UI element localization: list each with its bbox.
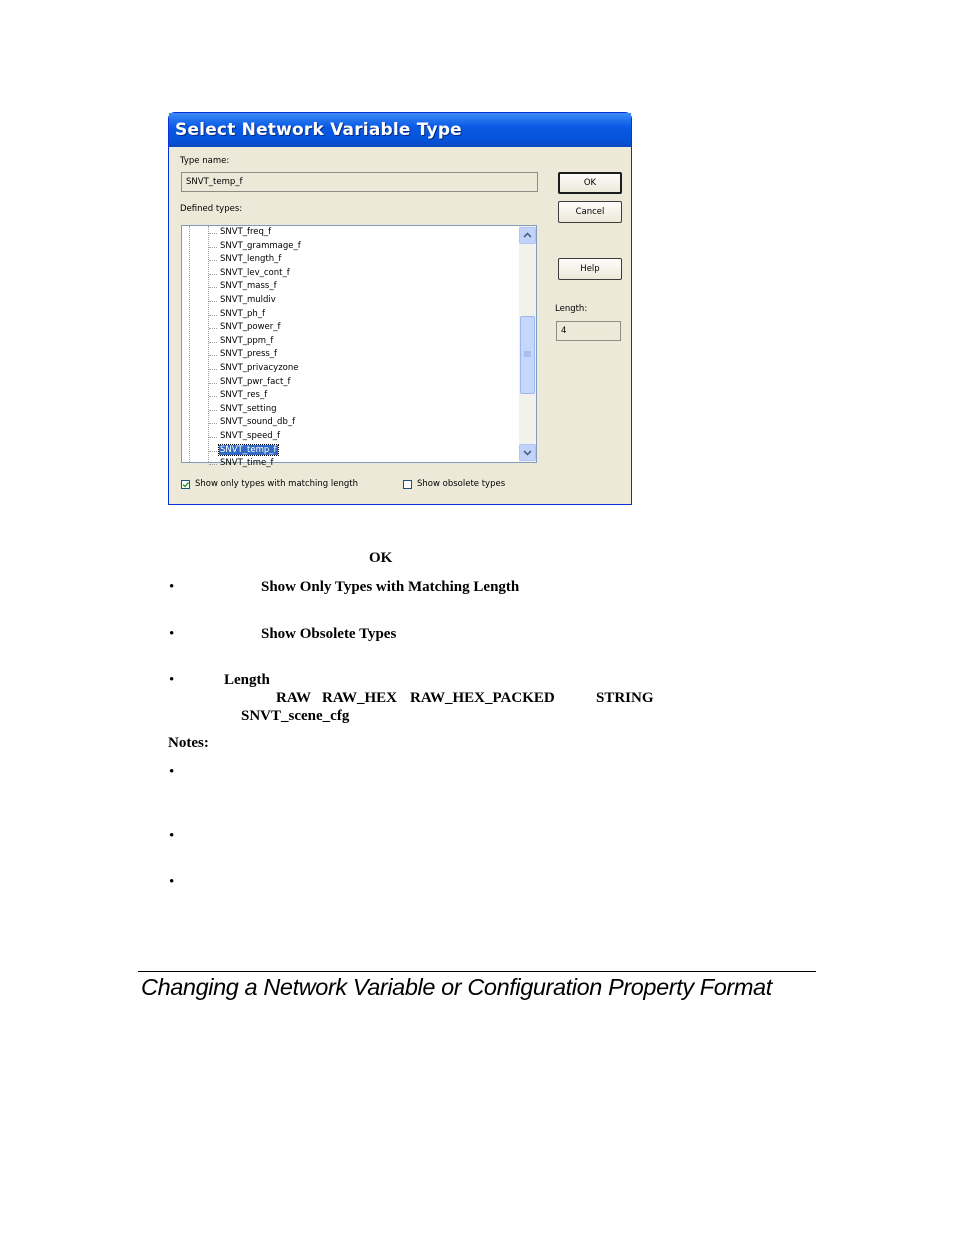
list-item-label: SNVT_length_f (220, 254, 282, 265)
help-button[interactable]: Help (558, 258, 622, 280)
defined-types-items (209, 226, 302, 471)
bullet: • (169, 579, 175, 595)
list-item-label: SNVT_privacyzone (220, 362, 299, 373)
list-item-label: SNVT_ph_f (220, 308, 266, 319)
chevron-up-icon (520, 228, 535, 243)
show-obsolete-label[interactable]: Show obsolete types (417, 479, 506, 489)
list-item-label: SNVT_time_f (220, 458, 274, 469)
list-item-label: SNVT_grammage_f (220, 240, 301, 251)
scroll-up-button[interactable] (519, 227, 536, 244)
defined-types-label: Defined types: (180, 204, 243, 214)
section-heading: Changing a Network Variable or Configuration Property Format (141, 974, 772, 1000)
list-item-label: SNVT_freq_f (220, 227, 272, 237)
list-item[interactable] (209, 389, 302, 403)
show-obsolete-checkbox[interactable] (403, 480, 412, 489)
list-item[interactable] (209, 430, 302, 444)
list-item-label: SNVT_lev_cont_f (220, 267, 290, 278)
notes-heading: Notes: (168, 735, 209, 751)
list-item[interactable] (209, 240, 302, 254)
list-item[interactable] (209, 444, 302, 458)
raw-hex-packed-text: RAW_HEX_PACKED (410, 690, 555, 706)
list-item-label: SNVT_ppm_f (220, 335, 274, 346)
chevron-down-icon (520, 445, 535, 460)
ok-button[interactable]: OK (558, 172, 622, 194)
length-label: Length: (555, 304, 588, 314)
tree-line (189, 226, 190, 462)
list-item[interactable] (209, 253, 302, 267)
list-item-label: SNVT_power_f (220, 322, 281, 333)
list-item[interactable] (209, 335, 302, 349)
list-item-label: SNVT_muldiv (220, 294, 276, 305)
list-item[interactable] (209, 403, 302, 417)
select-network-variable-type-dialog (168, 112, 632, 505)
list-item[interactable] (209, 294, 302, 308)
list-item[interactable] (209, 376, 302, 390)
length-text: Length (224, 672, 270, 688)
list-item[interactable] (209, 457, 302, 471)
list-item-label: SNVT_speed_f (220, 430, 280, 441)
dialog-title: Select Network Variable Type (169, 113, 631, 147)
list-item[interactable] (209, 348, 302, 362)
show-matching-length-label[interactable]: Show only types with matching length (195, 479, 358, 489)
list-item-label: SNVT_res_f (220, 390, 268, 401)
list-item-label: SNVT_pwr_fact_f (220, 376, 291, 387)
scroll-thumb[interactable] (520, 316, 535, 394)
length-field: 4 (556, 321, 621, 341)
show-only-matching-length-text: Show Only Types with Matching Length (261, 579, 520, 595)
list-item[interactable] (209, 362, 302, 376)
bullet: • (169, 764, 175, 780)
vertical-scrollbar[interactable] (519, 226, 536, 462)
scroll-down-button[interactable] (519, 444, 536, 461)
bullet: • (169, 672, 175, 688)
list-item-label: SNVT_mass_f (220, 281, 277, 292)
show-matching-length-checkbox[interactable] (181, 480, 190, 489)
list-item[interactable] (209, 321, 302, 335)
string-text: STRING (596, 690, 654, 706)
type-name-label: Type name: (180, 156, 230, 166)
list-item-label: SNVT_sound_db_f (220, 417, 296, 428)
bullet: • (169, 626, 175, 642)
list-item[interactable] (209, 226, 302, 240)
section-divider (138, 971, 816, 972)
bullet: • (169, 828, 175, 844)
list-item-label: SNVT_temp_f (220, 444, 277, 455)
raw-text: RAW (276, 690, 312, 706)
list-item[interactable] (209, 280, 302, 294)
list-item[interactable] (209, 416, 302, 430)
grip-icon (521, 317, 534, 393)
list-item-label: SNVT_press_f (220, 349, 278, 360)
ok-text: OK (369, 550, 393, 566)
snvt-scene-cfg-text: SNVT_scene_cfg (241, 708, 350, 724)
list-item[interactable] (209, 308, 302, 322)
show-obsolete-types-text: Show Obsolete Types (261, 626, 397, 642)
list-item-label: SNVT_setting (220, 403, 277, 414)
list-item[interactable] (209, 267, 302, 281)
cancel-button[interactable]: Cancel (558, 201, 622, 223)
bullet: • (169, 874, 175, 890)
defined-types-list[interactable] (181, 225, 537, 469)
raw-hex-text: RAW_HEX (322, 690, 398, 706)
type-name-field[interactable]: SNVT_temp_f (181, 172, 538, 192)
checkmark-icon (182, 481, 189, 488)
